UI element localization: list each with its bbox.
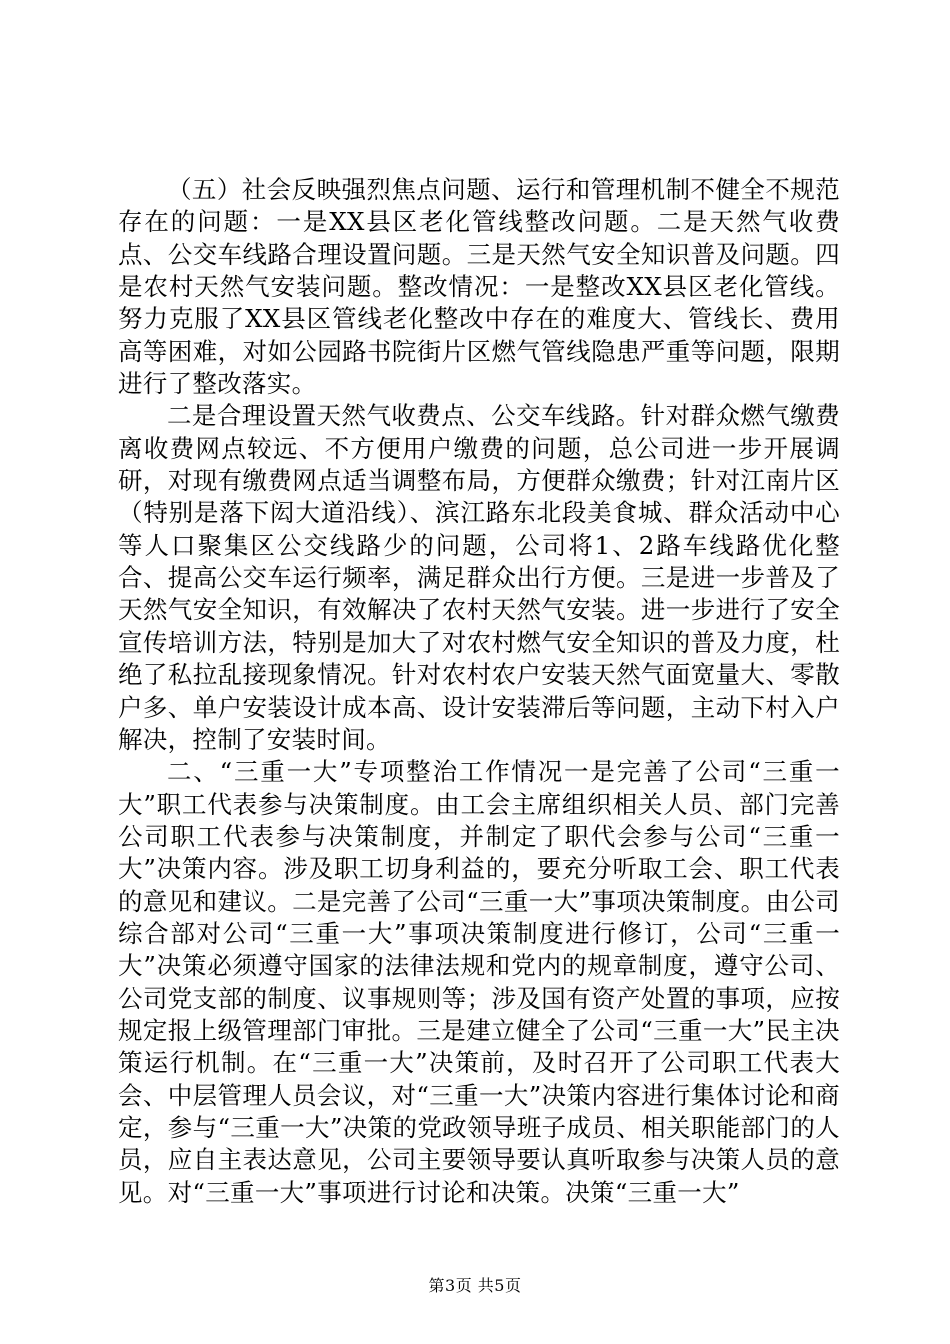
paragraph-gas-payment-bus-routes: 二是合理设置天然气收费点、公交车线路。针对群众燃气缴费离收费网点较远、不方便用户缴费的问题，总公司进一步开展调研，对现有缴费网点适当调整布局，方便群众缴费；针对江南片区（特别是落下闳大道沿线）、滨江路东北段美食城、群众活动中心等人口聚集区公交线路少的问题，公司将1、2路车线路优化整合、提高公交车运行频率，满足群众出行方便。三是进一步普及了天然气安全知识，有效解决了农村天然气安装。进一步进行了安全宣传培训方法，特别是加大了对农村燃气安全知识的普及力度，杜绝了私拉乱接现象情况。针对农村农户安装天然气面宽量大、零散户多、单户安装设计成本高、设计安装滞后等问题，主动下村入户解决，控制了安装时间。 xyxy=(118,401,840,754)
page-number-footer: 第3页 共5页 xyxy=(428,1276,522,1295)
paragraph-three-important-one-large: 二、“三重一大”专项整治工作情况一是完善了公司“三重一大”职工代表参与决策制度。由工会主席组织相关人员、部门完善公司职工代表参与决策制度，并制定了职代会参与公司“三重一大”决策内容。涉及职工切身利益的，要充分听取工会、职工代表的意见和建议。二是完善了公司“三重一大”事项决策制度。由公司综合部对公司“三重一大”事项决策制度进行修订，公司“三重一大”决策必须遵守国家的法律法规和党内的规章制度，遵守公司、公司党支部的制度、议事规则等；涉及国有资产处置的事项，应按规定报上级管理部门审批。三是建立健全了公司“三重一大”民主决策运行机制。在“三重一大”决策前，及时召开了公司职工代表大会、中层管理人员会议，对“三重一大”决策内容进行集体讨论和商定，参与“三重一大”决策的党政领导班子成员、相关职能部门的人员，应自主表达意见，公司主要领导要认真听取参与决策人员的意见。对“三重一大”事项进行讨论和决策。决策“三重一大” xyxy=(118,757,840,1207)
paragraph-rectification-issues: （五）社会反映强烈焦点问题、运行和管理机制不健全不规范存在的问题：一是XX县区老化管线整改问题。二是天然气收费点、公交车线路合理设置问题。三是天然气安全知识普及问题。四是农村天然气安装问题。整改情况：一是整改XX县区老化管线。努力克服了XX县区管线老化整改中存在的难度大、管线长、费用高等困难，对如公园路书院街片区燃气管线隐患严重等问题，限期进行了整改落实。 xyxy=(118,175,840,399)
document-body xyxy=(118,174,840,1209)
